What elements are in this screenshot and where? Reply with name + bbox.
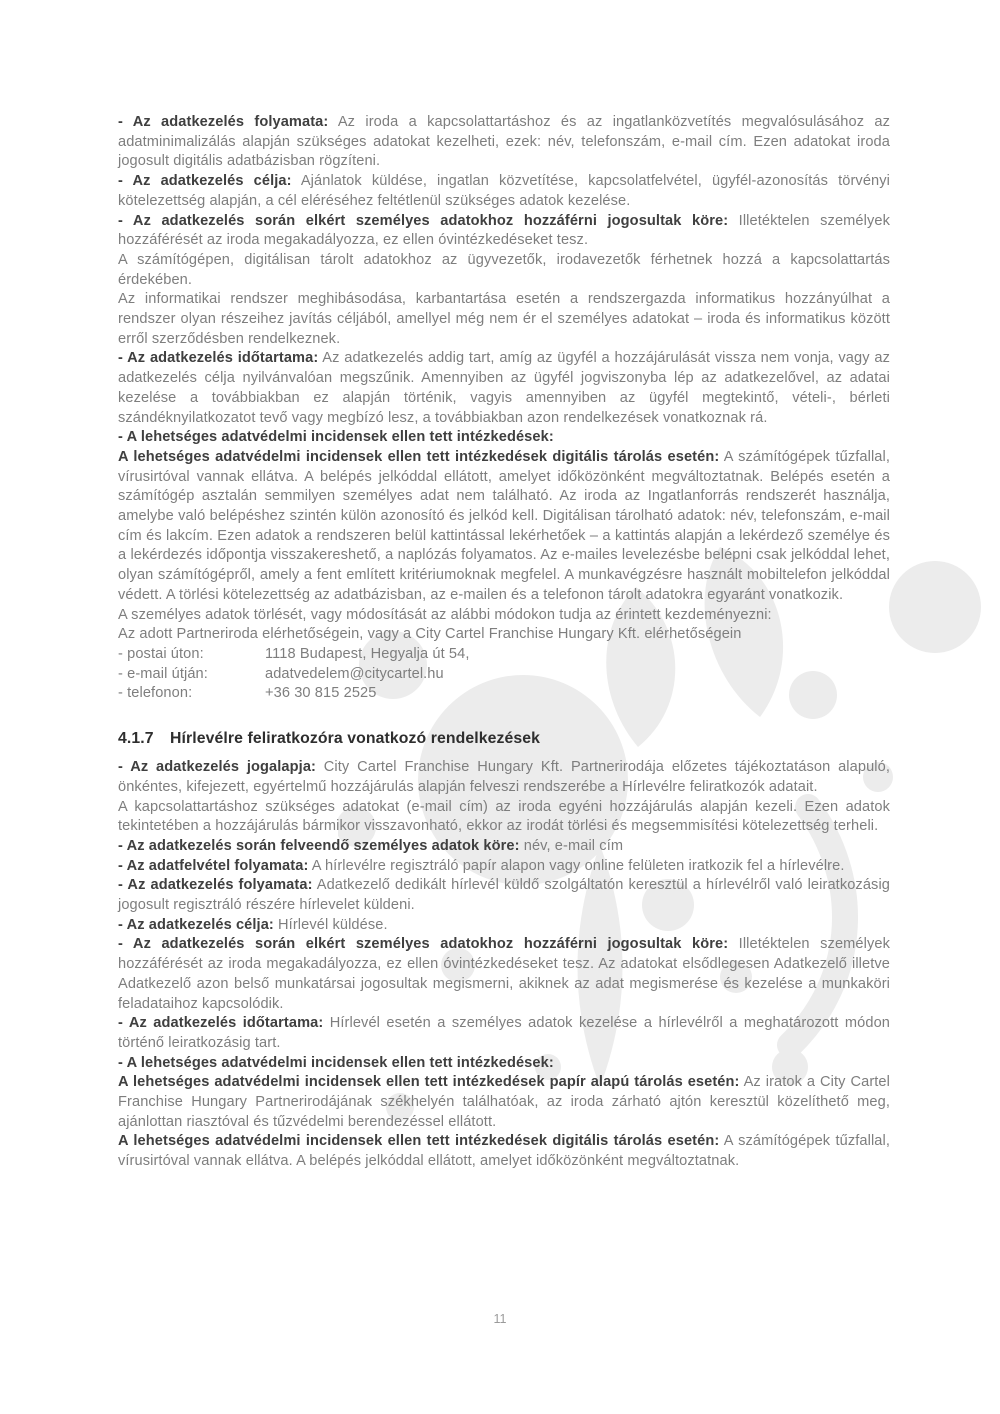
paragraph: - Az adatkezelés során elkért személyes adatokhoz hozzáférni jogosultak köre: Illetéktelen személyek hozzáférését az iroda megakadályozza, ez ellen óvintézkedéseket tesz.: [118, 212, 890, 249]
section-heading: [118, 729, 890, 749]
paragraph: A számítógépen, digitálisan tárolt adatokhoz az ügyvezetők, irodavezetők férhetnek hozzá a kapcsolattartás érdekében.: [118, 251, 890, 288]
paragraph: - Az adatkezelés folyamata: Adatkezelő dedikált hírlevél küldő szolgáltatón keresztül a hírlevélről való leiratkozásig jogosult regisztráló részére hírlevelet küldeni.: [118, 877, 891, 914]
paragraph: - Az adatkezelés időtartama: Az adatkezelés addig tart, amíg az ügyfél a hozzájárulását vissza nem vonja, vagy az adatkezelés célja nyilvánvalóan megszűnik. Amennyiben az ügyfél jogviszonyba lép az adatkezelővel, az adatai kezelése a továbbiakban ez alapján történik, vagyis amennyiben az ügyfél megtekintő, vételi-, bérleti szándéknyilatkozatot tevő vagy megbízó lesz, a továbbiakban azon rendelkezések vonatkoznak rá.: [118, 350, 890, 426]
paragraph-bold-lead: - A lehetséges adatvédelmi incidensek ellen tett intézkedések:: [118, 1054, 554, 1071]
contact-value: adatvedelem@citycartel.hu: [265, 665, 444, 682]
paragraph-bold-lead: A lehetséges adatvédelmi incidensek ellen tett intézkedések digitális tárolás esetén:: [118, 448, 720, 465]
paragraph: A személyes adatok törlését, vagy módosítását az alábbi módokon tudja az érintett kezdeményezni:: [118, 606, 772, 623]
paragraph-bold-lead: - Az adatkezelés folyamata:: [118, 877, 313, 894]
section-number: 4.1.7: [118, 730, 154, 748]
paragraph-bold-lead: A lehetséges adatvédelmi incidensek ellen tett intézkedések digitális tárolás esetén:: [118, 1133, 720, 1150]
contact-row: [118, 684, 890, 704]
contact-label: - postai úton:: [118, 645, 204, 662]
contact-value: +36 30 815 2525: [265, 685, 377, 702]
contact-value: 1118 Budapest, Hegyalja út 54,: [265, 645, 470, 662]
document-content: [118, 113, 890, 1172]
page-number: 11: [493, 1312, 507, 1326]
paragraph-bold-lead: - Az adatfelvétel folyamata:: [118, 857, 309, 874]
paragraph: - Az adatfelvétel folyamata: A hírlevélre regisztráló papír alapon vagy online felületen iratkozik fel a hírlevélre.: [118, 857, 845, 874]
paragraph: A lehetséges adatvédelmi incidensek ellen tett intézkedések digitális tárolás esetén: A számítógépek tűzfallal, vírusirtóval vannak ellátva. A belépés jelkóddal ellátott, amelyet időközönként megváltoztatnak. Belépés esetén a számítógép asztalán semmilyen személyes adat nem található. Az iroda az Ingatlanforrás rendszerét használja, amelybe való belépéshez szintén külön azonosító és jelkód kell. Digitálisan tárolható adatok: név, telefonszám, e-mail cím és lakcím. Ezen adatok a rendszeren belül kattintással lekérhetőek – a kattintás alapján a lekérdező személye és a lekérdezés időpontja visszakereshető, a naplózás folyamatos. Az e-mailes levelezésbe belépni csak jelkóddal lehet, olyan számítógépről, amely a fent említett kritériumoknak megfelel. A munkavégzésre használt mobiltelefon jelkóddal védett. A törlési kötelezettség az adatbázisban, az e-mailen és a telefonon tárolt adatokra egyaránt vonatkozik.: [118, 448, 891, 603]
paragraph: - Az adatkezelés célja: Ajánlatok küldése, ingatlan közvetítése, kapcsolatfelvétel, ügyfél-azonosítás törvényi kötelezettség alapján, a cél eléréséhez feltétlenül szükséges adatok kezelése.: [118, 173, 890, 209]
paragraph: - Az adatkezelés során felveendő személyes adatok köre: név, e-mail cím: [118, 837, 624, 854]
paragraph-bold-lead: A lehetséges adatvédelmi incidensek ellen tett intézkedések papír alapú tárolás esetén:: [118, 1074, 740, 1091]
paragraph-bold-lead: - Az adatkezelés célja:: [118, 916, 274, 933]
paragraph: A kapcsolattartáshoz szükséges adatokat (e-mail cím) az iroda egyéni hozzájárulás alapján kezeli. Ezen adatok tekintetében a hozzájárulás bármikor visszavonható, ekkor az irodát törlési és megsemmisítési kötelezettség terheli.: [118, 798, 890, 835]
paragraph: A lehetséges adatvédelmi incidensek ellen tett intézkedések digitális tárolás esetén: A számítógépek tűzfallal, vírusirtóval vannak ellátva. A belépés jelkóddal ellátott, amelyet időközönként megváltoztatnak.: [118, 1133, 891, 1170]
contact-row: [118, 665, 890, 685]
paragraph-bold-lead: - Az adatkezelés időtartama:: [118, 350, 319, 367]
paragraph: - Az adatkezelés folyamata: Az iroda a kapcsolattartáshoz és az ingatlanközvetítés megvalósulásához az adatminimalizálás alapján szükséges adatokat kezelheti, ezek: név, telefonszám, e-mail cím. Ezen adatokat iroda jogosult digitális adatbázisban rögzíteni.: [118, 114, 890, 170]
paragraph: Az informatikai rendszer meghibásodása, karbantartása esetén a rendszergazda informatikus hozzányúlhat a rendszer olyan részeihez javítás céljából, amellyel még nem ér el személyes adatokat – iroda és informatikus között erről szerződésben rendelkeznek.: [118, 291, 890, 347]
paragraph-bold-lead: - Az adatkezelés folyamata:: [118, 114, 329, 130]
paragraph-bold-lead: - Az adatkezelés időtartama:: [118, 1015, 324, 1032]
paragraph-bold-lead: - Az adatkezelés során elkért személyes adatokhoz hozzáférni jogosultak köre:: [118, 212, 729, 229]
paragraph: [118, 1054, 890, 1074]
paragraph: - Az adatkezelés során elkért személyes adatokhoz hozzáférni jogosultak köre: Illetéktelen személyek hozzáférését az iroda megakadályozza, ez ellen óvintézkedéseket tesz. Az adatokat elsődlegesen Adatkezelő illetve Adatkezelő azon belső munkatársai jogosultak megismerni, akiknek az adat megismerése és kezelése a munkaköri feladataihoz kapcsolódik.: [118, 936, 890, 1012]
paragraph-bold-lead: - Az adatkezelés során felveendő személyes adatok köre:: [118, 837, 520, 854]
paragraph: A lehetséges adatvédelmi incidensek ellen tett intézkedések papír alapú tárolás esetén: Az iratok a City Cartel Franchise Hungary Partnerirodájának székhelyén találhatóak, az iroda zárható ajtón keresztül közelíthető meg, ajánlottan riasztóval és tűzvédelmi berendezéssel ellátott.: [118, 1074, 890, 1130]
paragraph-bold-lead: - Az adatkezelés jogalapja:: [118, 759, 316, 776]
paragraph: - Az adatkezelés jogalapja: City Cartel Franchise Hungary Kft. Partnerirodája előzetes tájékoztatáson alapuló, önkéntes, kifejezett, egyértelmű hozzájárulás alapján felveszi rendszerébe a Hírlevélre feliratkozók adatait.: [118, 759, 890, 795]
paragraph: - Az adatkezelés időtartama: Hírlevél esetén a személyes adatok kezelése a hírlevélről a meghatározott módon történő leiratkozásig tart.: [118, 1015, 890, 1051]
paragraph-bold-lead: - Az adatkezelés célja:: [118, 173, 292, 190]
paragraph-bold-lead: - Az adatkezelés során elkért személyes adatokhoz hozzáférni jogosultak köre:: [118, 936, 729, 953]
contact-label: - telefonon:: [118, 685, 193, 702]
contact-row: [118, 645, 890, 665]
paragraph-bold-lead: - A lehetséges adatvédelmi incidensek ellen tett intézkedések:: [118, 429, 554, 446]
contact-label: - e-mail útján:: [118, 665, 208, 682]
paragraph: [118, 428, 890, 448]
section-title: Hírlevélre feliratkozóra vonatkozó rendelkezések: [170, 730, 541, 748]
paragraph: - Az adatkezelés célja: Hírlevél küldése.: [118, 916, 388, 933]
paragraph: Az adott Partneriroda elérhetőségein, vagy a City Cartel Franchise Hungary Kft. elérhetőségein: [118, 626, 742, 643]
